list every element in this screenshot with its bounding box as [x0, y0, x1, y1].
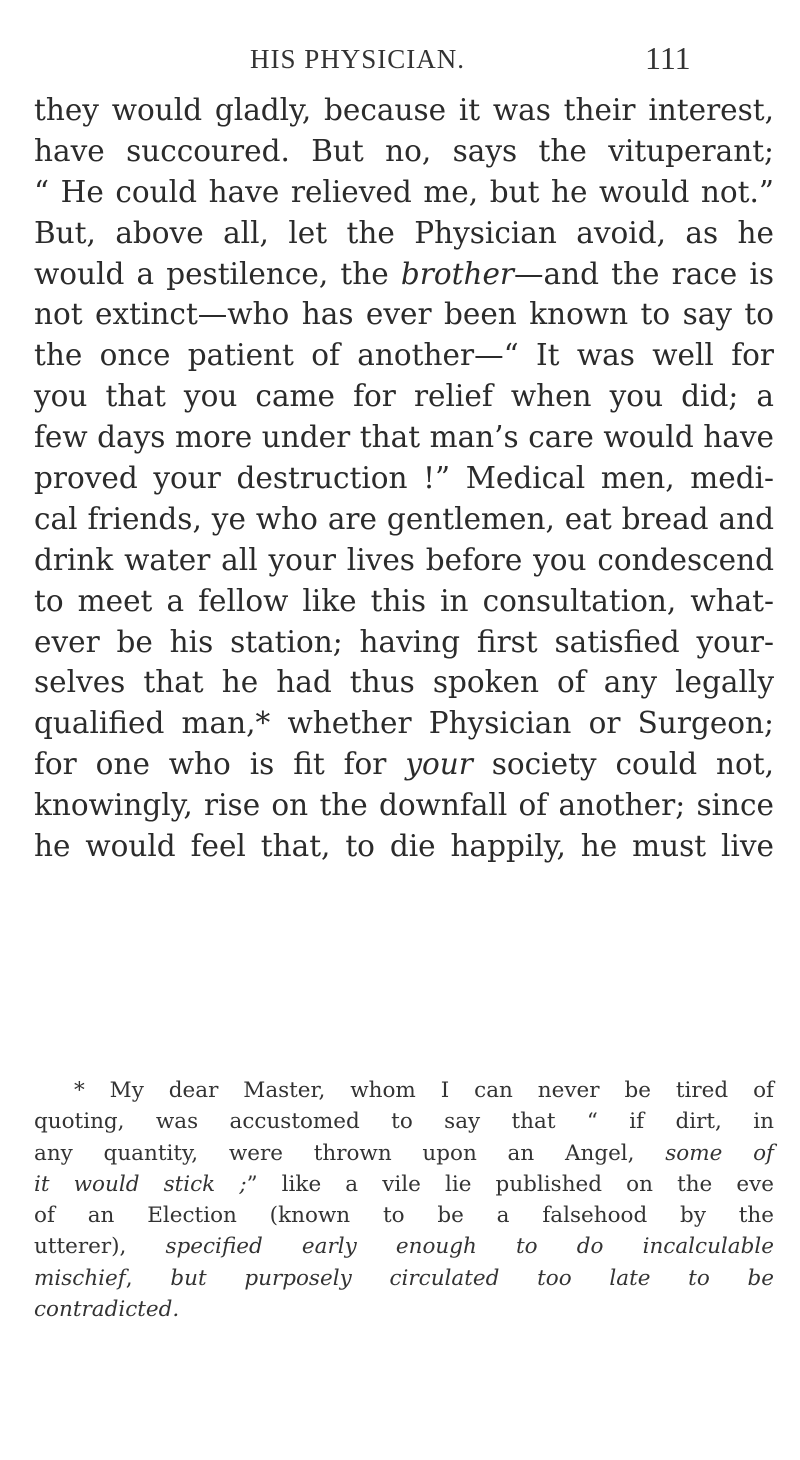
text-run: society could not, — [472, 747, 774, 782]
footnote-line: * My dear Master, whom I can never be tired of — [74, 1078, 774, 1103]
footnote-line — [34, 1294, 774, 1325]
footnote — [34, 1075, 774, 1325]
italic-run: some of — [665, 1140, 774, 1166]
page-number: 111 — [645, 40, 691, 76]
text-line: you that you came for relief when you did; a — [34, 379, 774, 414]
text-line: to meet a fellow like this in consultation, what- — [34, 583, 774, 618]
text-line: drink water all your lives before you condescend — [34, 542, 774, 577]
text-line: have succoured. But no, says the vituperant; — [34, 133, 774, 168]
italic-run: mischief — [34, 1265, 126, 1291]
text-line: “ He could have relieved me, but he would not.” — [34, 174, 774, 209]
italic-word-your: your — [405, 747, 473, 782]
text-run: —and the race is — [514, 256, 774, 291]
text-run: , — [125, 1265, 171, 1291]
text-run: ” like a vile lie published on the eve — [246, 1171, 774, 1197]
text-line — [34, 744, 774, 785]
text-run: would a pestilence, the — [34, 256, 401, 291]
footnote-line — [34, 1138, 774, 1169]
text-line: they would gladly, because it was their interest, — [34, 93, 774, 127]
italic-run: it would stick ; — [34, 1171, 247, 1197]
footnote-line: of an Election (known to be a falsehood by the — [34, 1203, 774, 1229]
italic-run: specified early enough to do incalculable — [165, 1234, 774, 1260]
text-run: any quantity, were thrown upon an Angel, — [34, 1140, 666, 1166]
text-line: not extinct—who has ever been known to say to — [34, 297, 774, 332]
text-line — [34, 254, 774, 295]
footnote-line — [34, 1169, 774, 1200]
text-line: knowingly, rise on the downfall of another; since — [34, 788, 774, 823]
running-head: HIS PHYSICIAN. — [250, 44, 466, 74]
footnote-line: quoting, was accustomed to say that “ if dirt, in — [34, 1109, 774, 1135]
text-line: ever be his station; having first satisfied your- — [34, 624, 774, 659]
text-line: qualified man,* whether Physician or Surgeon; — [34, 706, 774, 741]
body-paragraph — [34, 90, 774, 867]
text-line: proved your destruction !” Medical men, medi- — [34, 461, 774, 496]
text-line: the once patient of another—“ It was well for — [34, 338, 774, 373]
text-line: few days more under that man’s care would have — [34, 420, 774, 455]
italic-run: contradicted. — [34, 1297, 180, 1323]
text-line: selves that he had thus spoken of any legally — [34, 665, 774, 700]
text-line: cal friends, ye who are gentlemen, eat bread and — [34, 501, 774, 536]
text-run: for one who is fit for — [34, 747, 406, 782]
footnote-line — [34, 1231, 774, 1262]
italic-run: but purposely circulated too late to be — [170, 1265, 774, 1291]
footnote-line — [34, 1263, 774, 1294]
text-line: he would feel that, to die happily, he must live — [34, 829, 774, 864]
italic-word-brother: brother — [400, 256, 515, 291]
text-line: But, above all, let the Physician avoid, as he — [34, 215, 774, 250]
text-run: utterer), — [34, 1234, 166, 1260]
